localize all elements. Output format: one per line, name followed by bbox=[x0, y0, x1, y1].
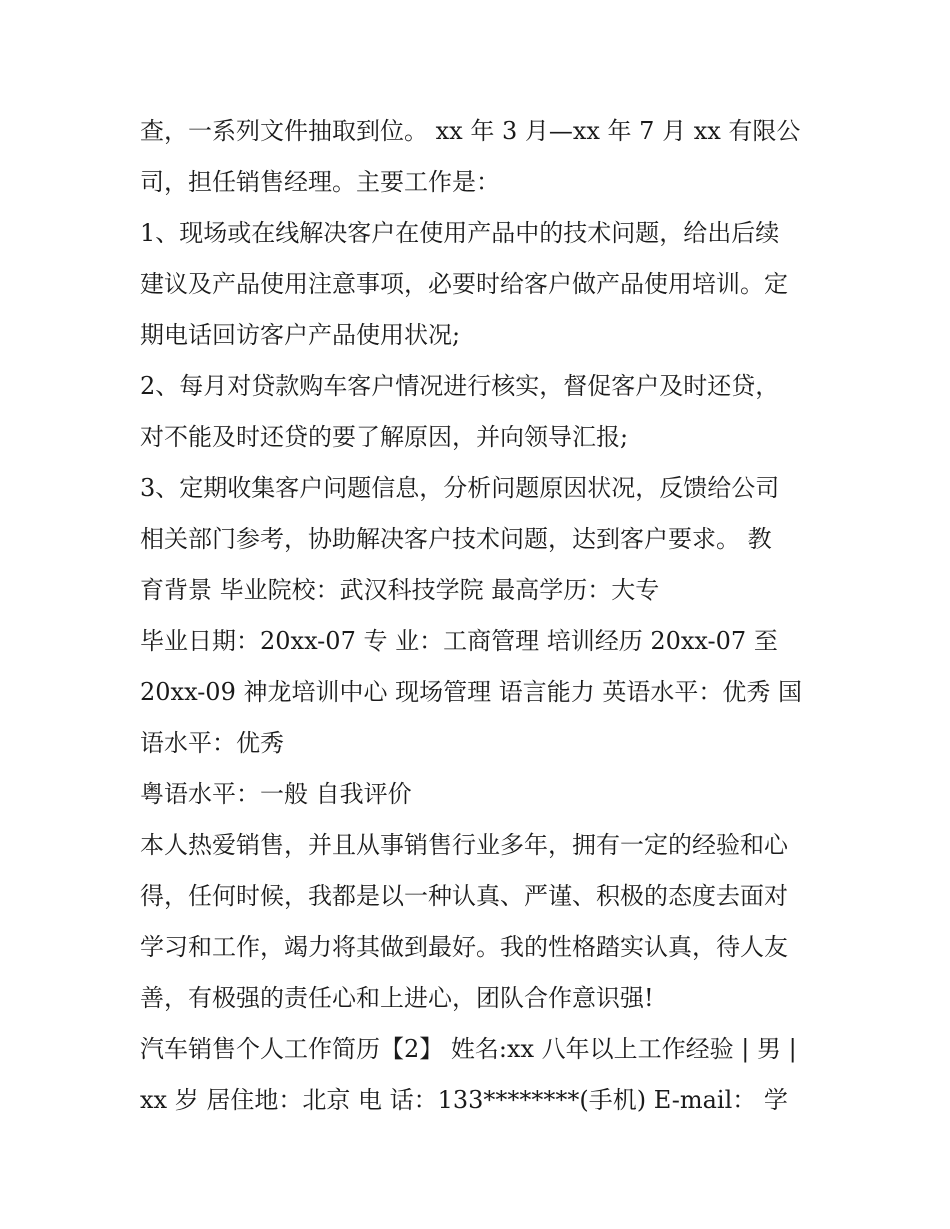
text-line: 汽车销售个人工作简历【2】 姓名:xx 八年以上工作经验 | 男 | bbox=[140, 1035, 797, 1063]
text-line: 毕业日期：20xx-07 专 业：工商管理 培训经历 20xx-07 至 bbox=[140, 627, 778, 655]
text-line: 学习和工作，竭力将其做到最好。我的性格踏实认真，待人友 bbox=[140, 933, 788, 961]
text-line: 对不能及时还贷的要了解原因，并向领导汇报; bbox=[140, 423, 629, 451]
text-line: 20xx-09 神龙培训中心 现场管理 语言能力 英语水平：优秀 国 bbox=[140, 678, 802, 706]
text-line: 善，有极强的责任心和上进心，团队合作意识强! bbox=[140, 984, 654, 1012]
text-line: 期电话回访客户产品使用状况; bbox=[140, 321, 461, 349]
text-line: 粤语水平：一般 自我评价 bbox=[140, 780, 412, 808]
text-line: 建议及产品使用注意事项，必要时给客户做产品使用培训。定 bbox=[140, 270, 788, 298]
text-line: xx 岁 居住地：北京 电 话：133********(手机) E-mail： 学 bbox=[140, 1086, 788, 1114]
text-line: 得，任何时候，我都是以一种认真、严谨、积极的态度去面对 bbox=[140, 882, 788, 910]
resume-text-body bbox=[140, 106, 830, 1126]
text-line: 语水平：优秀 bbox=[140, 729, 284, 757]
text-line: 查，一系列文件抽取到位。 xx 年 3 月—xx 年 7 月 xx 有限公 bbox=[140, 117, 801, 145]
text-line: 3、定期收集客户问题信息，分析问题原因状况，反馈给公司 bbox=[140, 474, 780, 502]
text-line: 司，担任销售经理。主要工作是： bbox=[140, 168, 500, 196]
text-line: 育背景 毕业院校：武汉科技学院 最高学历：大专 bbox=[140, 576, 660, 604]
text-line: 相关部门参考，协助解决客户技术问题，达到客户要求。 教 bbox=[140, 525, 772, 553]
text-line: 1、现场或在线解决客户在使用产品中的技术问题，给出后续 bbox=[140, 219, 780, 247]
text-line: 本人热爱销售，并且从事销售行业多年，拥有一定的经验和心 bbox=[140, 831, 788, 859]
text-line: 2、每月对贷款购车客户情况进行核实，督促客户及时还贷， bbox=[140, 372, 780, 400]
